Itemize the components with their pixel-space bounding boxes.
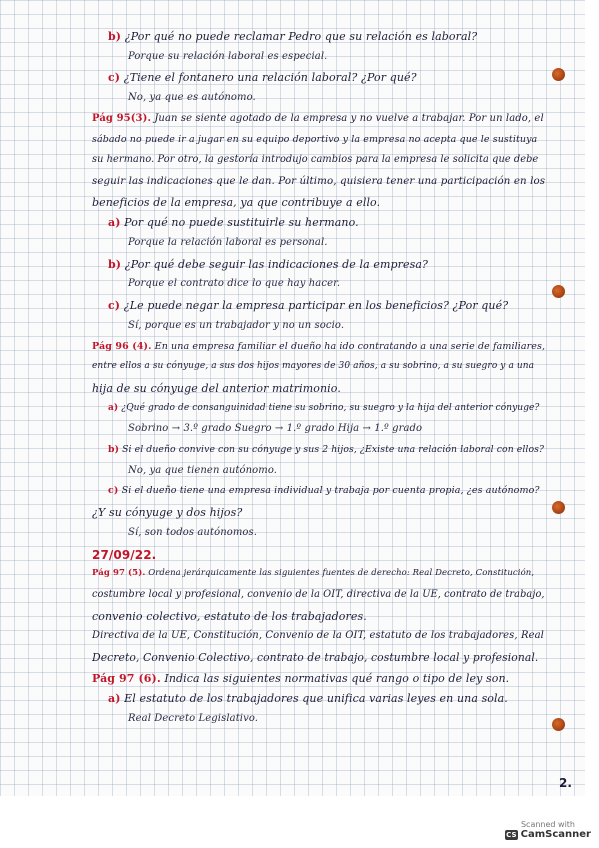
line-text: ¿Por qué no puede reclamar Pedro que su relación es laboral?: [124, 30, 478, 43]
exercise-label: Pág 95(3).: [92, 112, 152, 124]
answer-line: [128, 713, 258, 724]
text-line: [92, 506, 242, 519]
exercise-line: [92, 672, 509, 685]
question-label: b): [108, 30, 122, 43]
line-text: entre ellos a su cónyuge, a sus dos hijos mayores de 30 años, a su sobrino, a su suegro y a una: [92, 361, 535, 372]
question-line: [108, 485, 540, 496]
text-line: [92, 610, 367, 623]
line-text: su hermano. Por otro, la gestoría introdujo cambios para la empresa le solicita que debe: [92, 154, 539, 166]
answer-line: [128, 278, 340, 289]
date-heading: [92, 548, 156, 562]
binder-hole: [552, 285, 565, 298]
text-line: [92, 651, 538, 664]
line-text: En una empresa familiar el dueño ha ido contratando a una serie de familiares,: [154, 340, 546, 352]
answer-line: [128, 237, 328, 248]
date-text: 27/09/22.: [92, 547, 157, 562]
line-text: ¿Tiene el fontanero una relación laboral? ¿Por qué?: [123, 71, 417, 85]
question-line: [108, 692, 508, 705]
question-line: [108, 444, 544, 455]
answer-text: No, ya que es autónomo.: [128, 92, 256, 104]
line-text: Si el dueño tiene una empresa individual y trabaja por cuenta propia, ¿es autónomo?: [121, 485, 540, 497]
question-line: [108, 30, 477, 43]
line-text: ¿Y su cónyuge y dos hijos?: [92, 506, 243, 520]
line-text: Si el dueño convive con su cónyuge y sus 2 hijos, ¿Existe una relación laboral con ellos?: [122, 444, 545, 455]
exercise-line: [92, 113, 544, 124]
answer-line: [128, 527, 257, 538]
line-text: convenio colectivo, estatuto de los trabajadores.: [92, 609, 367, 623]
answer-text: Porque el contrato dice lo que hay hacer.: [128, 278, 341, 290]
answer-text: Sí, son todos autónomos.: [128, 526, 258, 538]
answer-text: Sobrino → 3.º grado Suegro → 1.º grado Hija → 1.º grado: [128, 423, 423, 435]
line-text: Indica las siguientes normativas qué rango o tipo de ley son.: [164, 671, 510, 685]
line-text: ¿Qué grado de consanguinidad tiene su sobrino, su suegro y la hija del anterior cónyuge?: [121, 402, 540, 413]
text-line: [92, 134, 537, 145]
text-line: [92, 382, 341, 395]
text-line: [92, 175, 545, 187]
watermark-caption: Scanned with: [520, 820, 576, 829]
question-line: [108, 258, 428, 271]
exercise-line: [92, 341, 545, 352]
camscanner-logo-icon: CS: [506, 830, 517, 839]
answer-line: [128, 51, 327, 62]
question-label: b): [108, 257, 122, 271]
watermark-brand-name: CamScanner: [520, 829, 591, 840]
line-text: Juan se siente agotado de la empresa y no vuelve a trabajar. Por un lado, el: [154, 112, 544, 124]
line-text: beneficios de la empresa, ya que contribuye a ello.: [92, 195, 381, 209]
question-line: [108, 71, 417, 84]
question-line: [108, 299, 508, 312]
exercise-label: Pág 96 (4).: [92, 340, 152, 352]
question-line: [108, 403, 539, 413]
line-text: sábado no puede ir a jugar en su equipo deportivo y la empresa no acepta que le sustituya: [92, 133, 538, 145]
watermark-brand: [505, 829, 591, 840]
answer-text: Porque la relación laboral es personal.: [128, 237, 328, 248]
line-text: Ordena jerárquicamente las siguientes fuentes de derecho: Real Decreto, Constitución,: [148, 568, 535, 579]
answer-text: No, ya que tienen autónomo.: [128, 464, 278, 476]
exercise-label: Pág 97 (5).: [92, 568, 146, 579]
answer-line: [128, 92, 256, 103]
answer-text: Real Decreto Legislativo.: [128, 713, 259, 725]
text-line: [92, 196, 380, 209]
question-line: [108, 216, 359, 229]
binder-hole: [552, 68, 565, 81]
line-text: hija de su cónyuge del anterior matrimonio.: [92, 381, 341, 395]
answer-line: [128, 465, 277, 476]
question-label: b): [108, 444, 120, 455]
line-text: ¿Le puede negar la empresa participar en los beneficios? ¿Por qué?: [123, 299, 509, 313]
line-text: seguir las indicaciones que le dan. Por último, quisiera tener una participación en los: [92, 174, 546, 187]
binder-hole: [552, 718, 565, 731]
question-label: c): [108, 71, 121, 85]
text-line: [92, 154, 538, 165]
answer-text: Porque su relación laboral es especial.: [128, 50, 328, 62]
question-label: a): [108, 216, 121, 230]
line-text: Directiva de la UE, Constitución, Convenio de la OIT, estatuto de los trabajadores, Real: [92, 630, 544, 642]
exercise-line: [92, 568, 534, 578]
text-line: [92, 589, 545, 600]
answer-line: [128, 320, 344, 331]
answer-line: [128, 423, 422, 434]
line-text: Por qué no puede sustituirle su hermano.: [124, 216, 359, 230]
line-text: costumbre local y profesional, convenio de la OIT, directiva de la UE, contrato de trabajo,: [92, 588, 545, 600]
answer-text: Sí, porque es un trabajador y no un socio.: [128, 319, 345, 331]
line-text: ¿Por qué debe seguir las indicaciones de la empresa?: [124, 257, 429, 271]
page-number: 2.: [559, 776, 572, 790]
binder-hole: [552, 501, 565, 514]
line-text: El estatuto de los trabajadores que unifica varias leyes en una sola.: [124, 692, 508, 706]
scanner-watermark: [505, 820, 591, 840]
text-line: [92, 630, 544, 641]
question-label: a): [108, 402, 119, 413]
text-line: [92, 361, 534, 371]
line-text: Decreto, Convenio Colectivo, contrato de trabajo, costumbre local y profesional.: [92, 651, 539, 664]
question-label: c): [108, 299, 121, 313]
exercise-label: Pág 97 (6).: [92, 671, 161, 685]
question-label: c): [108, 485, 119, 497]
question-label: a): [108, 692, 121, 706]
